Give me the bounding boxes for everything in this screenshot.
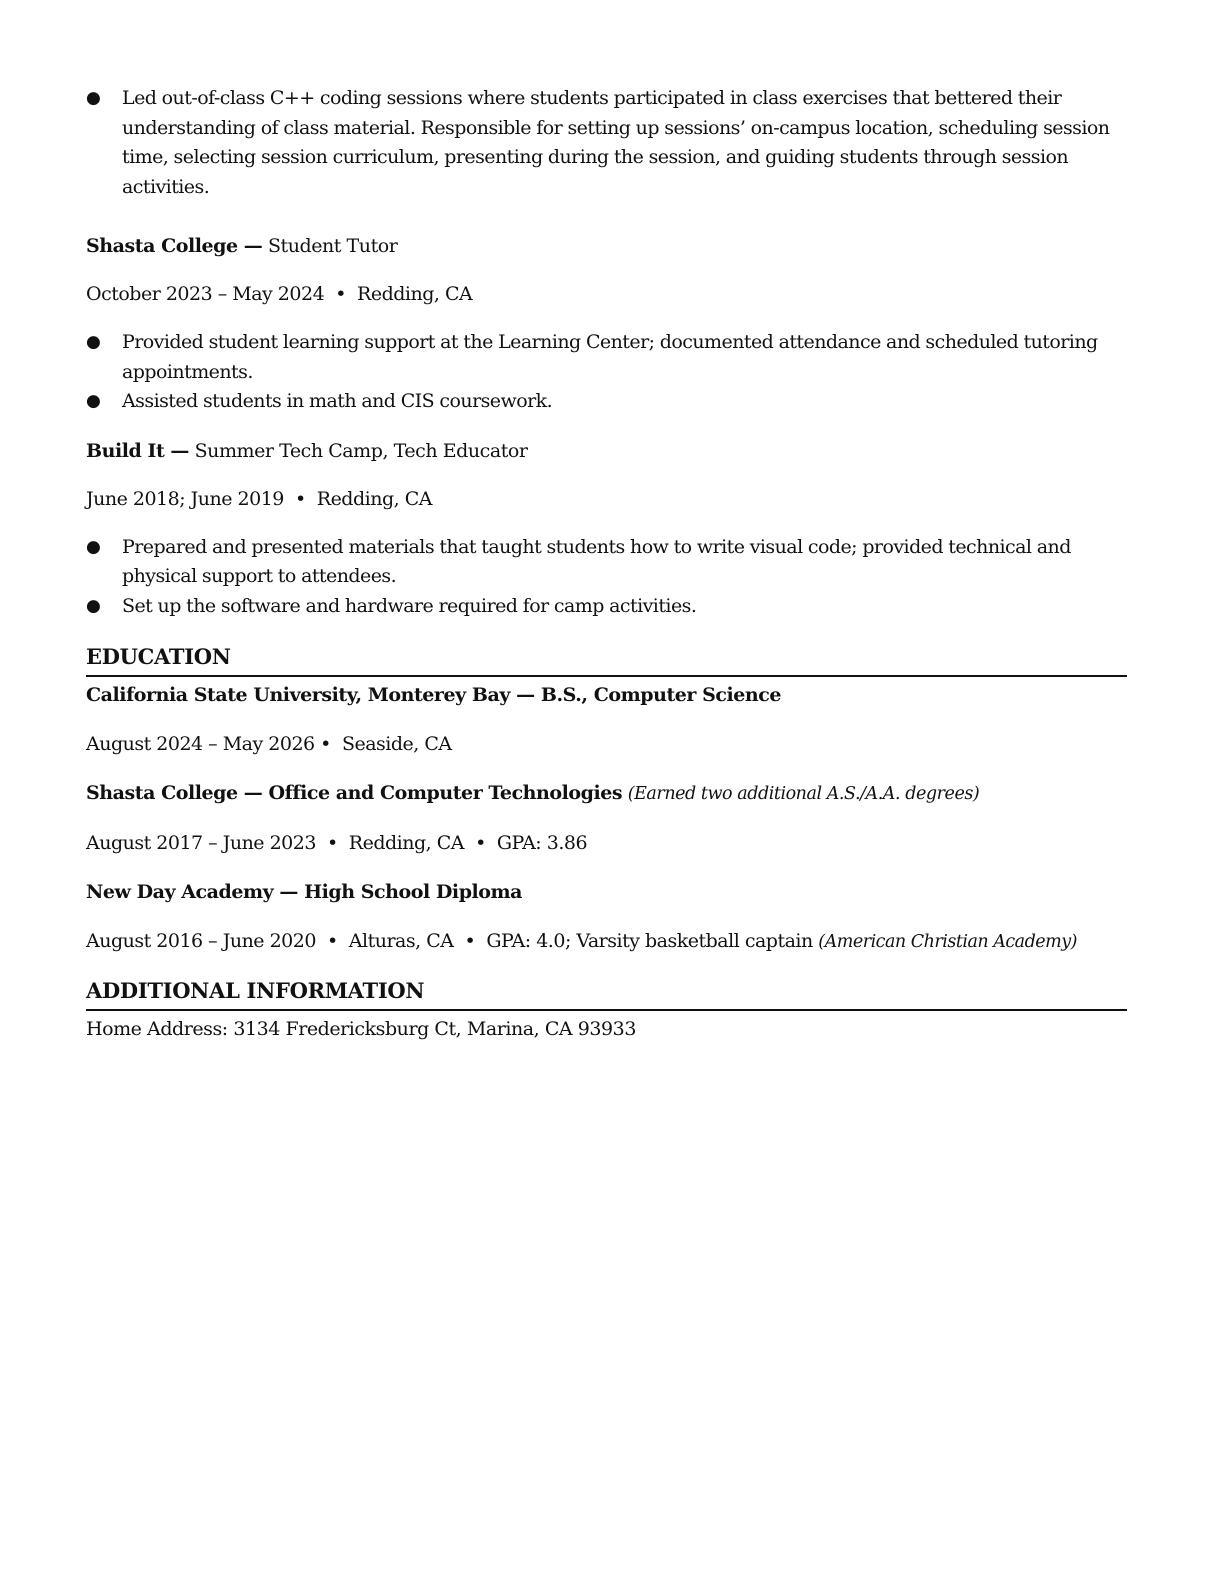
bullet-icon: ● [86,88,101,108]
resume-page [86,84,1127,1043]
job-organization: Shasta College — [86,235,263,257]
education-note: (Earned two additional A.S./A.A. degrees) [627,784,980,804]
bullet-text: Prepared and presented materials that taught students how to write visual code; provided technical and physical support to attendees. [122,535,1071,587]
job-role: Summer Tech Camp, Tech Educator [189,439,528,462]
education-title: New Day Academy — High School Diploma [86,881,523,903]
job-bullets [86,533,1127,622]
education-title-line [86,878,1127,906]
job-title-line [86,232,1127,260]
list-item [86,387,1127,417]
list-item [86,533,1127,592]
bullet-icon: ● [86,332,101,352]
job-role: Student Tutor [262,235,398,257]
job-title-line [86,437,1127,465]
education-title: California State University, Monterey Bay — B.S., Computer Science [86,684,782,706]
home-address: Home Address: 3134 Fredericksburg Ct, Marina, CA 93933 [86,1018,636,1040]
education-meta: August 2016 – June 2020 • Alturas, CA • GPA: 4.0; Varsity basketball captain [86,930,813,952]
job-organization: Build It — [86,439,189,462]
education-title: Shasta College — Office and Computer Technologies [86,782,623,804]
bullet-text: Set up the software and hardware required for camp activities. [122,594,697,617]
list-item [86,328,1127,387]
education-meta: August 2024 – May 2026 • Seaside, CA [86,733,452,755]
bullet-icon: ● [86,391,101,411]
bullet-text: Assisted students in math and CIS coursework. [122,390,553,412]
education-meta-note: (American Christian Academy) [818,932,1077,952]
prior-role-bullets [86,84,1127,202]
list-item [86,592,1127,622]
job-bullets [86,328,1127,417]
bullet-text: Led out-of-class C++ coding sessions where students participated in class exercises that bettered their understanding of class material. Responsible for setting up sessions’ on-campus location, scheduling session time, selecting session curriculum, presenting during the session, and guiding students through session activities. [122,87,1110,198]
education-meta-line [86,927,1127,956]
job-meta: June 2018; June 2019 • Redding, CA [86,487,432,510]
education-title-line [86,681,1127,709]
bullet-text: Provided student learning support at the Learning Center; documented attendance and scheduled tutoring appointments. [122,331,1098,383]
education-meta: August 2017 – June 2023 • Redding, CA • GPA: 3.86 [86,832,588,854]
bullet-icon: ● [86,536,101,557]
list-item [86,84,1127,202]
education-title-line [86,779,1127,808]
bullet-icon: ● [86,595,101,616]
education-heading: EDUCATION [86,643,1127,677]
job-meta: October 2023 – May 2024 • Redding, CA [86,283,473,305]
additional-info-heading: ADDITIONAL INFORMATION [86,977,1127,1011]
